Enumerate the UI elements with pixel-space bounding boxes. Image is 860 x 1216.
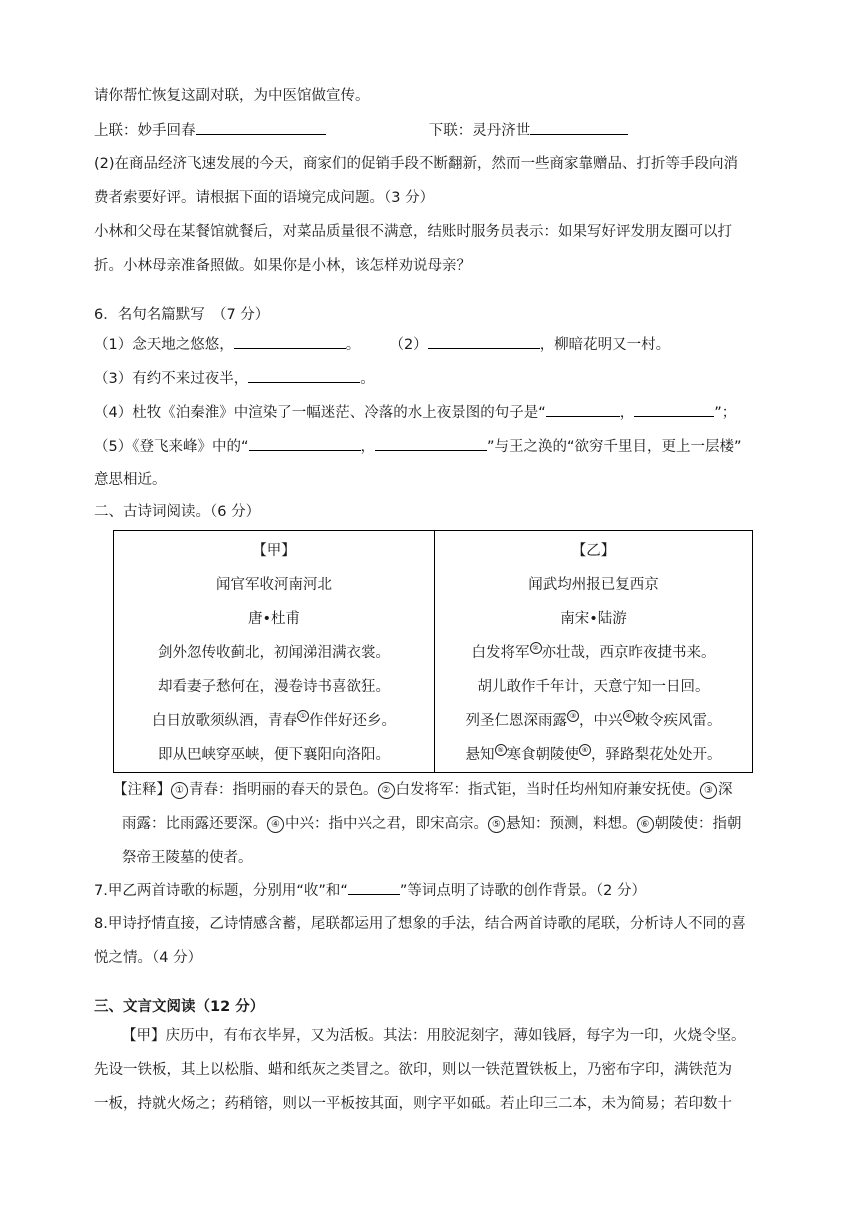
passage-line-3: 一板，持就火炀之；药稍镕，则以一平板按其面，则字平如砥。若止印三二本，未为简易；若印数十 bbox=[94, 1096, 732, 1112]
poem-yi-tag: 【乙】 bbox=[571, 543, 616, 559]
poem-yi-line-3-c: 敕令疾风雷。 bbox=[634, 713, 722, 729]
section-2-heading: 二、古诗词阅读。（6 分） bbox=[94, 504, 261, 520]
q7-blank[interactable] bbox=[348, 880, 400, 895]
note-2: 白发将军：指式钜，当时任均州知府兼安抚使。 bbox=[395, 782, 700, 798]
q7-tail: ”等词点明了诗歌的创作背景。（2 分） bbox=[399, 883, 646, 899]
q6-item-5-text: （5）《登飞来峰》中的“ bbox=[94, 439, 249, 455]
note-mark-4: ④ bbox=[267, 816, 284, 833]
lower-couplet: 下联：灵丹济世 bbox=[428, 123, 531, 139]
q6-item-4-comma: ， bbox=[619, 405, 635, 421]
q6-item-4-end: ”； bbox=[714, 405, 737, 421]
q6-item-1-2 bbox=[94, 334, 670, 355]
upper-couplet: 上联：妙手回春 bbox=[94, 123, 196, 139]
poem-jia-tag: 【甲】 bbox=[252, 543, 296, 559]
q6-item-3 bbox=[94, 368, 375, 389]
note-mark-2: ② bbox=[378, 782, 395, 799]
poem-jia-cell bbox=[114, 531, 435, 773]
poem-jia-line-4: 即从巴峡穿巫峡，便下襄阳向洛阳。 bbox=[158, 747, 390, 763]
passage-line-1: 【甲】庆历中，有布衣毕昇，又为活板。其法：用胶泥刻字，薄如钱唇，每字为一印，火烧令坚。 bbox=[122, 1028, 746, 1044]
q6-blank-1[interactable] bbox=[234, 334, 346, 349]
poem-yi-line-3-b: ，中兴 bbox=[579, 713, 623, 729]
poem-jia-title: 闻官军收河南河北 bbox=[216, 577, 332, 593]
poem-jia-author: 唐•杜甫 bbox=[247, 611, 301, 627]
passage-line-2: 先设一铁板，其上以松脂、蜡和纸灰之类冒之。欲印，则以一铁范置铁板上，乃密布字印，满铁范为 bbox=[94, 1062, 732, 1078]
poem-yi-line-4 bbox=[435, 738, 752, 772]
q2-line-4: 折。小林母亲准备照做。如果你是小林，该怎样劝说母亲？ bbox=[94, 258, 471, 274]
note-6-start: 朝陵使：指朝 bbox=[654, 816, 742, 832]
q6-blank-5a[interactable] bbox=[249, 436, 361, 451]
note-3-start: 深 bbox=[718, 782, 733, 798]
q6-title: 6．名句名篇默写 （7 分） bbox=[94, 307, 270, 323]
footnote-mark-5: ⑤ bbox=[495, 744, 507, 756]
note-mark-5: ⑤ bbox=[488, 816, 505, 833]
q6-blank-5b[interactable] bbox=[375, 436, 487, 451]
note-mark-6: ⑥ bbox=[637, 816, 654, 833]
note-mark-3: ③ bbox=[700, 782, 717, 799]
q6-blank-3[interactable] bbox=[248, 368, 360, 383]
q6-item-3-end: 。 bbox=[360, 371, 375, 387]
couplet-line bbox=[94, 120, 628, 141]
poem-yi-line-1-b: 亦壮哉，西京昨夜捷书来。 bbox=[541, 645, 716, 661]
poem-yi-line-1 bbox=[435, 636, 752, 670]
q6-blank-4a[interactable] bbox=[546, 402, 620, 417]
poem-yi-cell bbox=[435, 531, 753, 773]
q6-item-2-num: （2） bbox=[389, 337, 428, 353]
poem-jia-line-3 bbox=[114, 704, 434, 738]
footnote-mark-3: ③ bbox=[567, 710, 579, 722]
poem-yi-author: 南宋•陆游 bbox=[560, 611, 627, 627]
poem-yi-line-4-c: ，驿路梨花处处开。 bbox=[591, 747, 722, 763]
q6-item-1-end: 。 bbox=[345, 337, 361, 353]
footnote-mark-1: ① bbox=[297, 710, 309, 722]
note-1: 青春：指明丽的春天的景色。 bbox=[189, 782, 378, 798]
poem-jia-line-1: 剑外忽传收蓟北，初闻涕泪满衣裳。 bbox=[158, 645, 390, 661]
q7-text: 7.甲乙两首诗歌的标题，分别用“收”和“ bbox=[94, 883, 348, 899]
q6-item-4-text: （4）杜牧《泊秦淮》中渲染了一幅迷茫、冷落的水上夜景图的句子是“ bbox=[94, 405, 546, 421]
note-3-end: 雨露：比雨露还要深。 bbox=[122, 816, 267, 832]
q6-item-5-comma: ， bbox=[360, 439, 375, 455]
poem-yi-line-1-a: 白发将军 bbox=[471, 645, 530, 661]
footnote-mark-4: ④ bbox=[623, 710, 635, 722]
q6-item-3-text: （3）有约不来过夜半， bbox=[94, 371, 249, 387]
footnote-mark-6: ⑥ bbox=[579, 744, 591, 756]
q2-line-1: (2)在商品经济飞速发展的今天，商家们的促销手段不断翻新，然而一些商家靠赠品、打折等手段向消 bbox=[94, 156, 739, 172]
q2-line-2: 费者索要好评。请根据下面的语境完成问题。（3 分） bbox=[94, 190, 435, 206]
q6-item-1-text: （1）念天地之悠悠， bbox=[94, 337, 234, 353]
q6-blank-2[interactable] bbox=[428, 334, 540, 349]
poem-jia-line-2: 却看妻子愁何在，漫卷诗书喜欲狂。 bbox=[158, 679, 390, 695]
notes-line-1 bbox=[113, 780, 733, 800]
q6-item-4 bbox=[94, 402, 736, 423]
poem-yi-line-3 bbox=[435, 704, 752, 738]
poem-jia-line-3-b: 作伴好还乡。 bbox=[309, 713, 396, 729]
q8-line-2: 悦之情。（4 分） bbox=[94, 950, 203, 966]
poem-yi-line-4-b: 寒食朝陵使 bbox=[506, 747, 579, 763]
q6-blank-4b[interactable] bbox=[634, 402, 714, 417]
poem-comparison-table bbox=[113, 530, 753, 773]
q8-line-1: 8.甲诗抒情直接，乙诗情感含蓄，尾联都运用了想象的手法，结合两首诗歌的尾联，分析诗人不同的喜 bbox=[94, 916, 746, 932]
section-3-heading: 三、文言文阅读（12 分） bbox=[94, 999, 265, 1015]
footnote-mark-2: ② bbox=[530, 642, 542, 654]
q6-item-5-tail: ”与王之涣的“欲穷千里目，更上一层楼” bbox=[487, 439, 742, 455]
intro-text: 请你帮忙恢复这副对联，为中医馆做宣传。 bbox=[94, 88, 370, 104]
q6-item-5 bbox=[94, 436, 742, 457]
poem-jia-line-3-a: 白日放歌须纵酒，青春 bbox=[152, 713, 297, 729]
notes-label: 【注释】 bbox=[113, 782, 171, 798]
note-5: 悬知：预测，料想。 bbox=[506, 816, 637, 832]
poem-yi-line-2: 胡儿敢作千年计，天意宁知一日回。 bbox=[477, 679, 710, 695]
note-4: 中兴：指中兴之君，即宋高宗。 bbox=[285, 816, 488, 832]
poem-yi-title: 闻武均州报已复西京 bbox=[528, 577, 659, 593]
upper-couplet-blank[interactable] bbox=[196, 120, 326, 135]
notes-line-3: 祭帝王陵墓的使者。 bbox=[122, 850, 253, 866]
poem-yi-line-3-a: 列圣仁恩深雨露 bbox=[465, 713, 567, 729]
poem-yi-line-4-a: 悬知 bbox=[465, 747, 495, 763]
lower-couplet-blank[interactable] bbox=[530, 120, 628, 135]
q7 bbox=[94, 880, 646, 901]
notes-line-2 bbox=[122, 814, 742, 834]
q6-item-2-text: ，柳暗花明又一村。 bbox=[539, 337, 671, 353]
note-mark-1: ① bbox=[171, 782, 188, 799]
q6-item-5-continued: 意思相近。 bbox=[94, 472, 167, 488]
q2-line-3: 小林和父母在某餐馆就餐后，对菜品质量很不满意，结账时服务员表示：如果写好评发朋友圈可以打 bbox=[94, 224, 732, 240]
